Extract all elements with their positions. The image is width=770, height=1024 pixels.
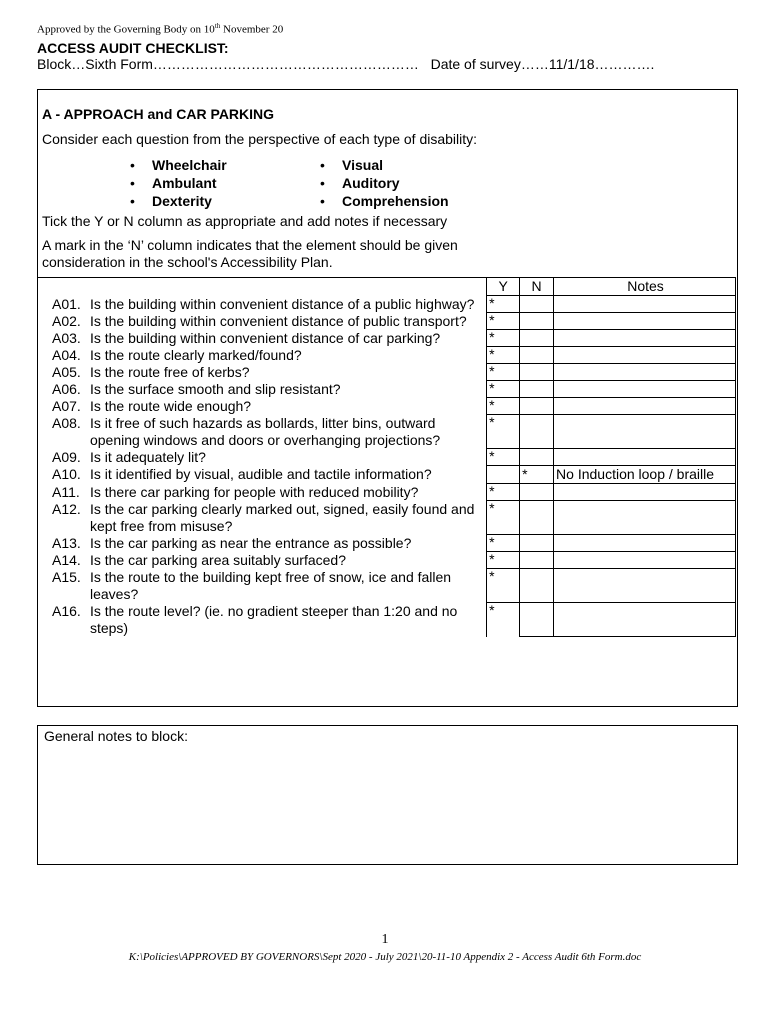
question-code: A10.	[52, 465, 81, 482]
question-text: Is the route clearly marked/found?	[89, 346, 302, 363]
yes-cell[interactable]: *	[487, 398, 520, 415]
table-row	[37, 484, 736, 501]
yes-cell[interactable]: *	[487, 296, 520, 313]
question-code: A07.	[52, 397, 81, 414]
notes-cell[interactable]	[554, 347, 736, 364]
question-text: Is the car parking clearly marked out, signed, easily found and kept free from misuse?	[89, 500, 475, 534]
notes-cell[interactable]	[554, 330, 736, 347]
yes-cell[interactable]: *	[487, 449, 520, 466]
notes-cell[interactable]	[554, 313, 736, 330]
question-code: A09.	[52, 448, 81, 465]
notes-cell[interactable]: No Induction loop / braille	[554, 466, 736, 484]
question-code: A04.	[52, 346, 81, 363]
table-row	[37, 449, 736, 466]
table-row	[37, 296, 736, 313]
table-row	[37, 501, 736, 535]
no-cell[interactable]: *	[520, 466, 554, 484]
table-row	[37, 398, 736, 415]
table-row	[37, 330, 736, 347]
no-cell[interactable]	[520, 415, 554, 449]
question-text: Is there car parking for people with reduced mobility?	[89, 483, 419, 500]
no-cell[interactable]	[520, 364, 554, 381]
table-header-row	[37, 278, 736, 296]
yes-cell[interactable]: *	[487, 347, 520, 364]
table-row	[37, 347, 736, 364]
question-text: Is the route to the building kept free of snow, ice and fallen leaves?	[89, 568, 452, 602]
question-code: A14.	[52, 551, 81, 568]
no-cell[interactable]	[520, 501, 554, 535]
checklist-table	[37, 277, 736, 637]
disability-item: • Dexterity	[152, 193, 212, 209]
no-cell[interactable]	[520, 552, 554, 569]
general-notes-box[interactable]	[37, 725, 738, 865]
table-row	[37, 535, 736, 552]
question-code: A13.	[52, 534, 81, 551]
question-text: Is the building within convenient distance of public transport?	[89, 312, 467, 329]
no-cell[interactable]	[520, 449, 554, 466]
disability-item: • Auditory	[342, 175, 400, 191]
notes-cell[interactable]	[554, 296, 736, 313]
table-row	[37, 569, 736, 603]
yes-cell[interactable]: *	[487, 381, 520, 398]
disability-item: • Wheelchair	[152, 157, 227, 173]
question-text: Is it identified by visual, audible and tactile information?	[89, 465, 432, 482]
yes-cell[interactable]: *	[487, 501, 520, 535]
question-text: Is the building within convenient distance of car parking?	[89, 329, 441, 346]
table-row	[37, 381, 736, 398]
question-text: Is the route level? (ie. no gradient steeper than 1:20 and no steps)	[89, 602, 458, 636]
yes-cell[interactable]: *	[487, 415, 520, 449]
file-path-footer: K:\Policies\APPROVED BY GOVERNORS\Sept 2020 - July 2021\20-11-10 Appendix 2 - Access Audit 6th Form.doc	[128, 951, 642, 963]
tick-instruction: Tick the Y or N column as appropriate and add notes if necessary	[42, 213, 448, 229]
question-code: A05.	[52, 363, 81, 380]
no-cell[interactable]	[520, 484, 554, 501]
yes-cell[interactable]: *	[487, 552, 520, 569]
question-text: Is the route free of kerbs?	[89, 363, 250, 380]
question-text: Is it adequately lit?	[89, 448, 206, 465]
question-code: A01.	[52, 295, 81, 312]
question-code: A16.	[52, 602, 81, 619]
question-text: Is the car parking as near the entrance as possible?	[89, 534, 412, 551]
notes-cell[interactable]	[554, 603, 736, 637]
table-row	[37, 364, 736, 381]
notes-cell[interactable]	[554, 535, 736, 552]
question-text: Is it free of such hazards as bollards, litter bins, outward opening windows and doors or overhanging projections?	[89, 414, 441, 448]
no-cell[interactable]	[520, 569, 554, 603]
mark-note: A mark in the ‘N’ column indicates that the element should be given consideration in the school's Accessibility Plan.	[42, 237, 458, 270]
notes-cell[interactable]	[554, 381, 736, 398]
column-header-y: Y	[487, 278, 520, 296]
question-code: A15.	[52, 568, 81, 585]
page-number: 1	[381, 932, 389, 947]
block-and-date-line: Block…Sixth Form………………………………………………… Date of survey……11/1/18………….	[37, 56, 655, 72]
yes-cell[interactable]: *	[487, 484, 520, 501]
question-code: A03.	[52, 329, 81, 346]
question-text: Is the route wide enough?	[89, 397, 252, 414]
notes-cell[interactable]	[554, 484, 736, 501]
table-row	[37, 313, 736, 330]
disability-item: • Visual	[342, 157, 383, 173]
notes-cell[interactable]	[554, 415, 736, 449]
consider-instruction: Consider each question from the perspective of each type of disability:	[42, 131, 478, 147]
no-cell[interactable]	[520, 347, 554, 364]
no-cell[interactable]	[520, 381, 554, 398]
notes-cell[interactable]	[554, 501, 736, 535]
notes-cell[interactable]	[554, 398, 736, 415]
question-code: A11.	[52, 483, 80, 500]
question-text: Is the surface smooth and slip resistant?	[89, 380, 341, 397]
question-code: A12.	[52, 500, 81, 517]
no-cell[interactable]	[520, 535, 554, 552]
notes-cell[interactable]	[554, 552, 736, 569]
notes-cell[interactable]	[554, 569, 736, 603]
document-title: ACCESS AUDIT CHECKLIST:	[37, 40, 229, 56]
yes-cell[interactable]: *	[487, 313, 520, 330]
table-row	[37, 552, 736, 569]
question-code: A06.	[52, 380, 81, 397]
table-row	[37, 466, 736, 484]
yes-cell[interactable]: *	[487, 535, 520, 552]
disability-item: • Comprehension	[342, 193, 449, 209]
notes-cell[interactable]	[554, 449, 736, 466]
column-header-n: N	[520, 278, 554, 296]
approval-note: Approved by the Governing Body on 10th November 20	[37, 22, 284, 36]
yes-cell[interactable]	[487, 466, 520, 484]
question-text: Is the building within convenient distance of a public highway?	[89, 295, 475, 312]
yes-cell[interactable]: *	[487, 364, 520, 381]
no-cell[interactable]	[520, 313, 554, 330]
disability-item: • Ambulant	[152, 175, 217, 191]
question-code: A02.	[52, 312, 81, 329]
column-header-notes: Notes	[554, 278, 736, 296]
general-notes-label: General notes to block:	[44, 728, 188, 744]
question-text: Is the car parking area suitably surfaced?	[89, 551, 346, 568]
no-cell[interactable]	[520, 603, 554, 637]
no-cell[interactable]	[520, 296, 554, 313]
section-heading: A - APPROACH and CAR PARKING	[42, 106, 275, 122]
yes-cell[interactable]: *	[487, 330, 520, 347]
question-code: A08.	[52, 414, 81, 431]
approach-car-parking-section	[37, 89, 738, 707]
no-cell[interactable]	[520, 330, 554, 347]
table-row	[37, 415, 736, 449]
notes-cell[interactable]	[554, 364, 736, 381]
table-row	[37, 603, 736, 637]
yes-cell[interactable]: *	[487, 569, 520, 603]
yes-cell[interactable]: *	[487, 603, 520, 637]
no-cell[interactable]	[520, 398, 554, 415]
